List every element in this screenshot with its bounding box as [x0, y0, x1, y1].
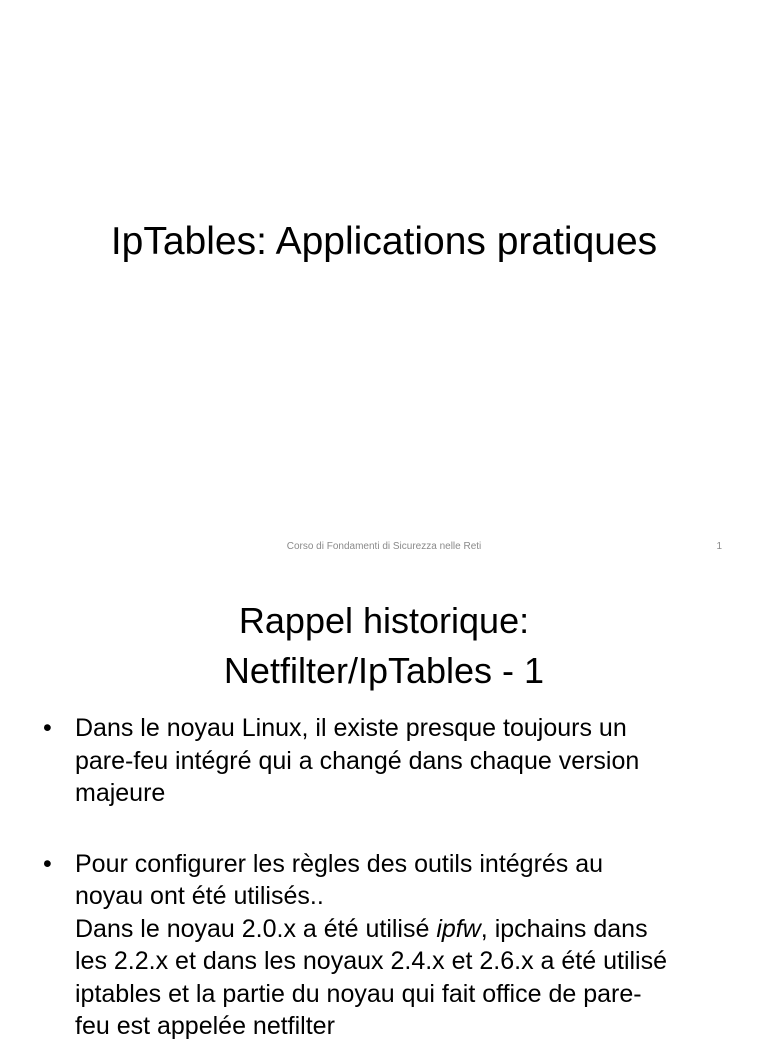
page-number: 1 [716, 541, 722, 552]
slide-heading [0, 596, 768, 696]
bullet-text-line: Pour configurer les règles des outils intégrés au [75, 849, 604, 878]
bullet-text-line [75, 913, 723, 946]
ipfw-term: ipfw [436, 914, 481, 943]
bullet-text-line: feu est appelée netfilter [75, 1012, 335, 1040]
bullet-text-line: Dans le noyau Linux, il existe presque toujours un [75, 714, 627, 742]
bullet-icon: • [43, 714, 52, 742]
bullet-item [43, 712, 723, 810]
bullet-icon: • [43, 849, 52, 878]
heading-line-2: Netfilter/IpTables - 1 [223, 650, 545, 691]
text-segment: , ipchains dans [480, 914, 648, 943]
content-slide [0, 576, 768, 1040]
bullet-text-line: les 2.2.x et dans les noyaux 2.4.x et 2.6.x a été utilisé [75, 947, 668, 975]
text-segment: Dans le noyau 2.0.x a été utilisé [75, 914, 437, 943]
bullet-list [43, 712, 723, 1043]
heading-line-1: Rappel historique: [238, 600, 530, 641]
bullet-item [43, 848, 723, 1043]
bullet-text-line: iptables et la partie du noyau qui fait office de pare- [75, 979, 642, 1008]
bullet-text-line: noyau ont été utilisés.. [75, 882, 324, 910]
slide-title: IpTables: Applications pratiques [110, 220, 658, 263]
bullet-text-line: majeure [75, 779, 166, 807]
slide-footer: Corso di Fondamenti di Sicurezza nelle Reti [286, 541, 482, 552]
bullet-text-line: pare-feu intégré qui a changé dans chaque version [75, 746, 640, 775]
